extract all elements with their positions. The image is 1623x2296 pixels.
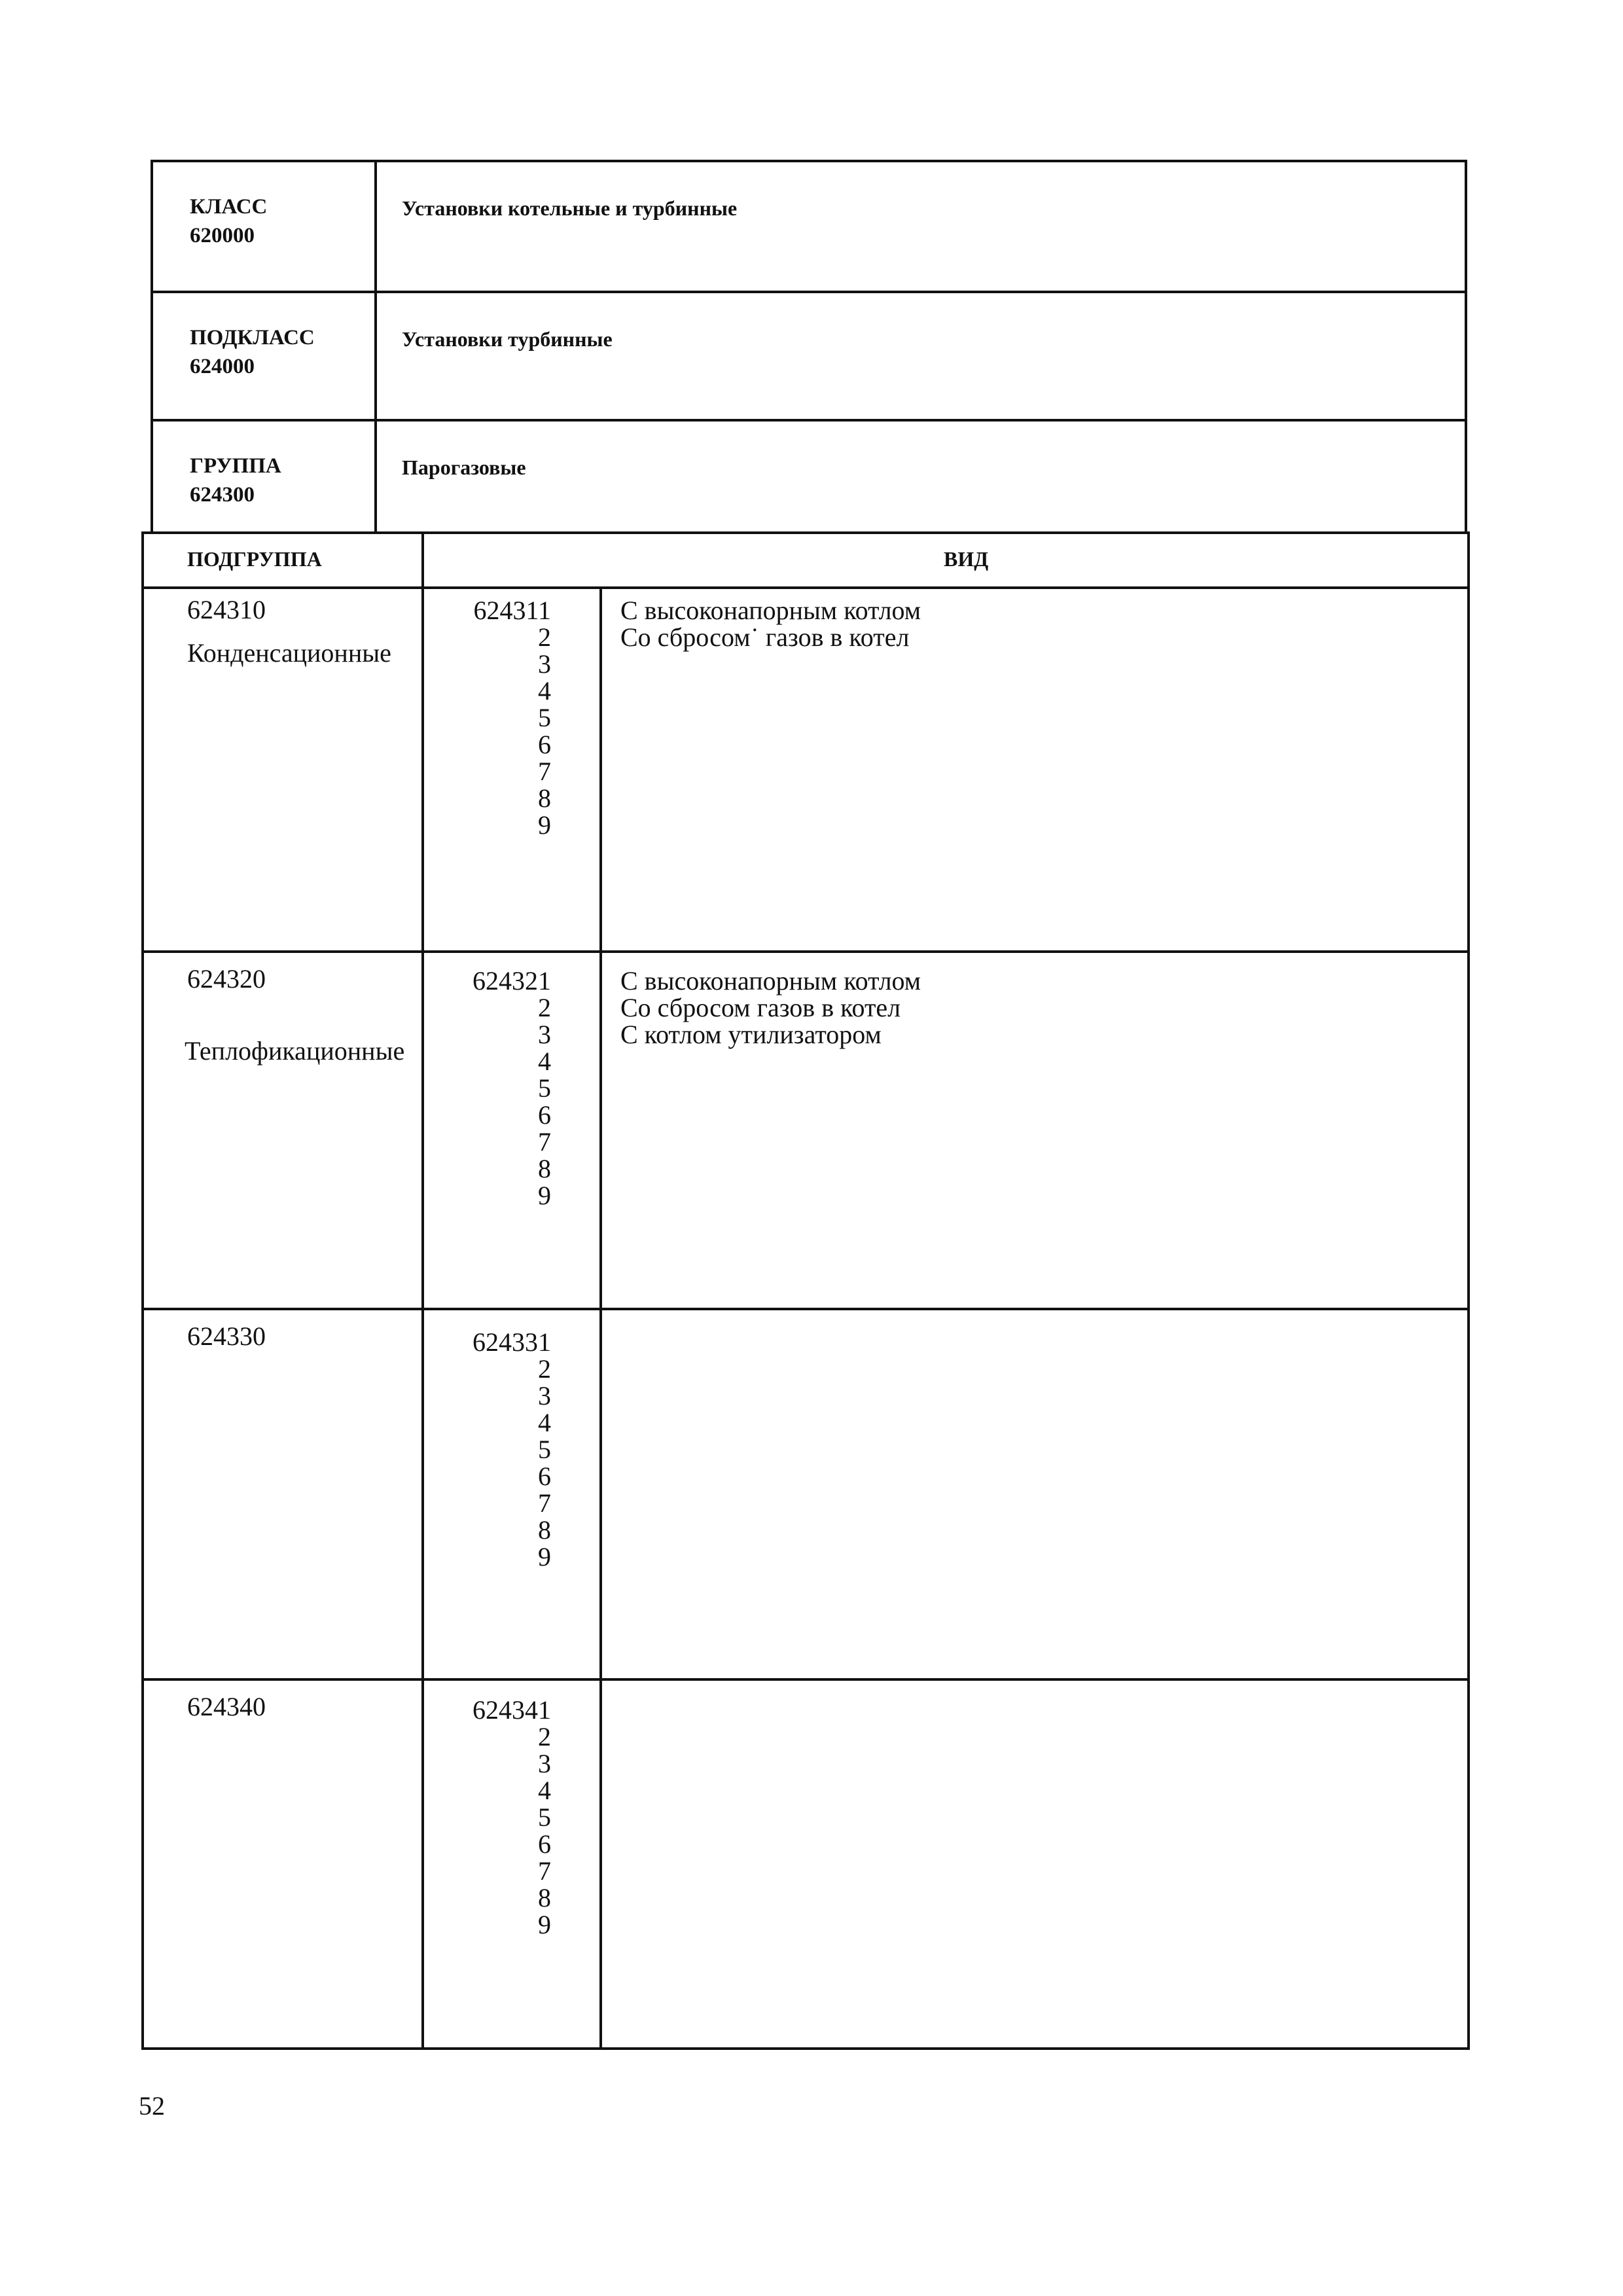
type-code: 6 (538, 730, 551, 759)
type-code: 5 (538, 1435, 551, 1464)
type-code: 8 (538, 783, 551, 813)
type-code: 4 (538, 1408, 551, 1437)
type-code: 624321 (473, 966, 551, 996)
type-description: С высоконапорным котлом (620, 966, 921, 996)
type-description: С котлом утилизатором (620, 1020, 882, 1049)
type-code: 2 (538, 993, 551, 1022)
subgroup-code: 624330 (187, 1321, 266, 1351)
subclass-row (151, 291, 1467, 422)
type-code: 9 (538, 1542, 551, 1571)
type-code: 6 (538, 1829, 551, 1859)
type-description: Со сбросом˙ газов в котел (620, 622, 910, 652)
type-code: 8 (538, 1515, 551, 1545)
type-code: 3 (538, 1381, 551, 1410)
group-value: Парогазовые (402, 456, 526, 479)
group-label-cell (153, 422, 377, 531)
type-column-header: ВИД (944, 547, 989, 571)
column-divider-type (599, 586, 602, 2047)
type-code: 9 (538, 1181, 551, 1210)
type-code: 9 (538, 1910, 551, 1939)
type-code: 624311 (473, 596, 551, 625)
group-row (151, 419, 1467, 534)
type-code: 3 (538, 649, 551, 679)
type-code-list (453, 1696, 551, 1938)
type-description: С высоконапорным котлом (620, 596, 921, 625)
type-code-list (453, 597, 551, 838)
group-label: ГРУППА (190, 454, 281, 478)
class-label: КЛАСС (190, 195, 268, 219)
page-number: 52 (139, 2091, 165, 2121)
type-code: 8 (538, 1883, 551, 1912)
type-code: 4 (538, 676, 551, 706)
type-code-list (453, 967, 551, 1209)
row-divider (144, 1678, 1467, 1681)
type-code: 8 (538, 1154, 551, 1183)
subclass-label-cell (153, 293, 377, 419)
subgroup-name: Конденсационные (187, 638, 391, 668)
row-divider (144, 950, 1467, 953)
type-code: 5 (538, 1803, 551, 1832)
type-code: 7 (538, 1856, 551, 1886)
type-code: 6 (538, 1100, 551, 1130)
type-code: 624341 (473, 1695, 551, 1725)
type-code: 7 (538, 1127, 551, 1157)
type-code: 4 (538, 1047, 551, 1076)
subclass-label: ПОДКЛАСС (190, 326, 315, 350)
type-code-list (453, 1329, 551, 1570)
type-description-list (620, 967, 921, 1048)
type-code: 6 (538, 1462, 551, 1491)
subgroup-name: Теплофикационные (185, 1036, 405, 1066)
subgroup-code: 624340 (187, 1692, 266, 1721)
class-label-cell (153, 162, 377, 291)
type-code: 4 (538, 1776, 551, 1805)
type-description-list (620, 597, 921, 651)
type-description: Со сбросом газов в котел (620, 993, 901, 1022)
type-code: 5 (538, 703, 551, 732)
subgroup-table (141, 531, 1470, 2050)
group-code: 624300 (190, 483, 255, 507)
type-code: 3 (538, 1020, 551, 1049)
class-code: 620000 (190, 224, 255, 247)
type-code: 7 (538, 1488, 551, 1518)
subclass-value: Установки турбинные (402, 327, 613, 351)
column-divider-subgroup (421, 534, 424, 2047)
class-row (151, 160, 1467, 293)
subclass-code: 624000 (190, 355, 255, 378)
subgroup-code: 624310 (187, 595, 266, 624)
classification-sheet (151, 160, 1467, 2050)
type-code: 2 (538, 1354, 551, 1384)
type-code: 2 (538, 1722, 551, 1751)
type-code: 9 (538, 810, 551, 840)
subgroup-column-header: ПОДГРУППА (187, 547, 322, 571)
subgroup-code: 624320 (187, 964, 266, 994)
type-code: 3 (538, 1749, 551, 1778)
type-code: 2 (538, 622, 551, 652)
type-code: 624331 (473, 1327, 551, 1357)
row-divider (144, 1308, 1467, 1310)
table-header-divider (144, 586, 1467, 589)
type-code: 7 (538, 757, 551, 786)
type-code: 5 (538, 1073, 551, 1103)
class-value: Установки котельные и турбинные (402, 196, 738, 220)
